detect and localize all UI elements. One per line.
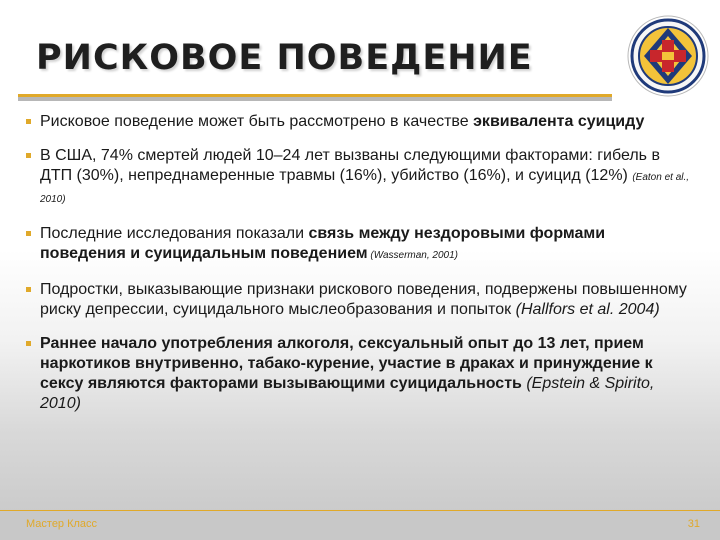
bullet-3-reference: (Wasserman, 2001) (367, 250, 458, 261)
bullet-list (26, 112, 694, 428)
bullet-3-text: Последние исследования показали (40, 225, 309, 242)
page-number: 31 (687, 518, 700, 530)
bullet-2-reference: (Eaton et al., 2010) (40, 172, 690, 205)
bullet-marker-icon (26, 287, 31, 292)
bullet-1-text: Рисковое поведение может быть рассмотрено в качестве (40, 113, 474, 130)
bullet-marker-icon (26, 231, 31, 236)
bullet-5-reference: (Epstein & Spirito, 2010) (40, 375, 655, 412)
footer-label: Мастер Класс (26, 518, 98, 530)
bullet-2-text: В США, 74% смертей людей 10–24 лет вызваны следующими факторами: гибель в ДТП (30%), непреднамеренные травмы (16%), убийство (16%), и суицид (12%) (40, 147, 660, 184)
bullet-marker-icon (26, 341, 31, 346)
bullet-item-5 (26, 334, 694, 414)
bullet-4-text: Подростки, выказывающие признаки рискового поведения, подвержены повышенному риску депрессии, суицидального мыслеобразования и попыток (40, 281, 687, 318)
bullet-1-bold: эквивалента суициду (473, 113, 645, 130)
bullet-item-1 (26, 112, 694, 132)
bullet-item-2 (26, 146, 694, 210)
bullet-marker-icon (26, 153, 31, 158)
footer-bar (0, 510, 720, 540)
slide-title: РИСКОВОЕ ПОВЕДЕНИЕ (36, 38, 533, 78)
footer-divider (0, 510, 720, 511)
bullet-4-reference: (Hallfors et al. 2004) (515, 301, 660, 318)
emblem-seal-icon (626, 14, 710, 98)
bullet-item-4 (26, 280, 694, 320)
bullet-marker-icon (26, 119, 31, 124)
bullet-3-bold: связь между нездоровыми формами поведения и суицидальным поведением (40, 225, 606, 262)
title-underline (18, 97, 612, 101)
bullet-5-bold: Раннее начало употребления алкоголя, сексуальный опыт до 13 лет, прием наркотиков внутривенно, табако-курение, участие в драках и принуждение к сексу являются факторами вызывающими суицидальность (40, 335, 653, 392)
bullet-item-3 (26, 224, 694, 266)
